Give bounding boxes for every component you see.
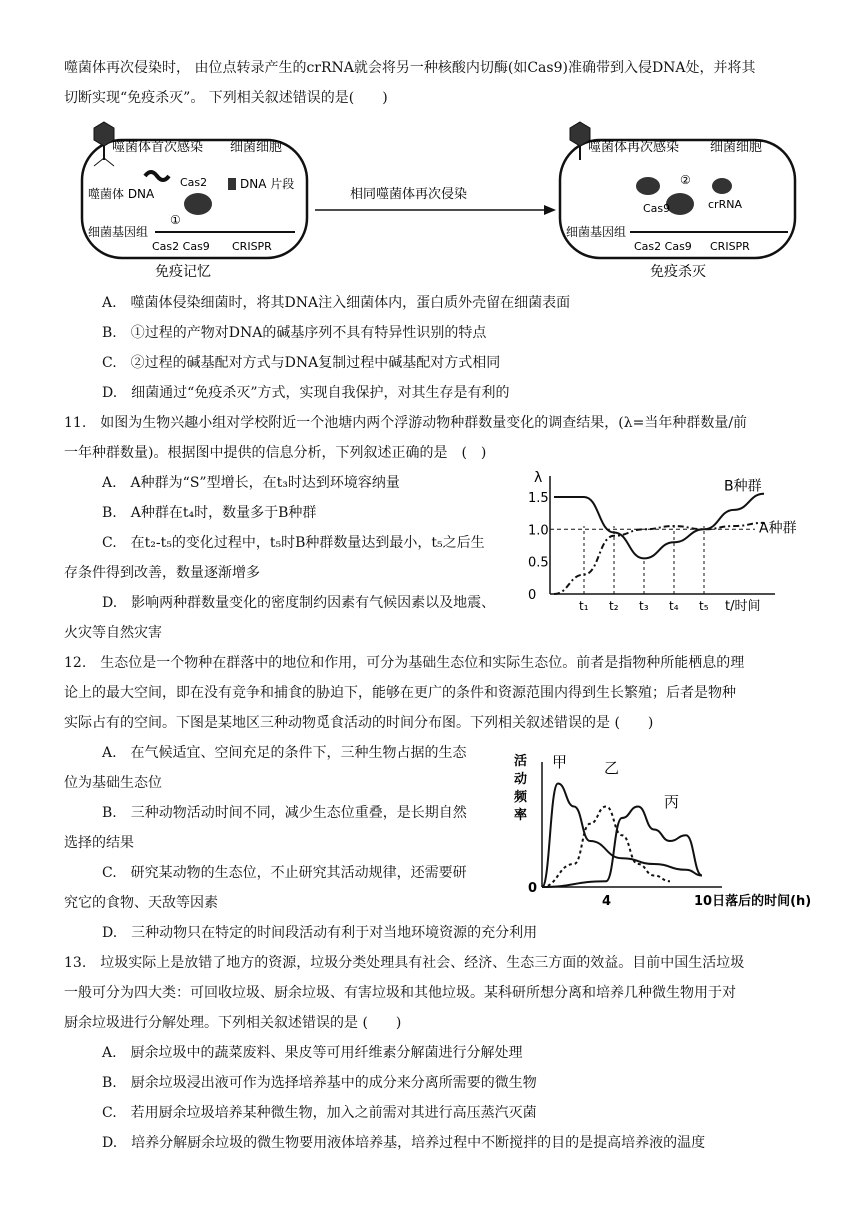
mark-2: ②: [680, 173, 691, 187]
cas9-label: Cas9: [643, 202, 671, 215]
right-genome-label: 细菌基因组: [566, 225, 627, 239]
q11-option-c-2: 存条件得到改善，数量逐渐增多: [64, 565, 260, 581]
x-axis-label: t/时间: [725, 599, 761, 614]
phage-icon: [94, 122, 114, 166]
second-infection-label: 噬菌体再次感染: [588, 140, 680, 155]
series-line-b: [554, 494, 764, 559]
q12-option-c-1: C. 研究某动物的生态位，不止研究其活动规律，还需要研: [102, 865, 467, 881]
q13-option-c: C. 若用厨余垃圾培养某种微生物，加入之前需对其进行高压蒸汽灭菌: [102, 1105, 537, 1121]
q11-option-d-1: D. 影响两种群数量变化的密度制约因素有气候因素以及地震、: [102, 595, 496, 611]
arrow-label: 相同噬菌体再次侵染: [350, 187, 468, 202]
intro-line-1: 噬菌体再次侵染时， 由位点转录产生的crRNA就会将另一种核酸内切酶(如Cas9)准确带到入侵DNA处，并将其: [64, 60, 756, 76]
x-tick-label: t₁: [579, 599, 589, 613]
y-tick-label: 1.0: [528, 523, 549, 539]
series-label-yi: 乙: [604, 759, 620, 777]
y-tick-label: 0.5: [528, 555, 549, 571]
y-axis-label-char: 频: [514, 790, 528, 805]
q12-stem-3: 实际占有的空间。下图是某地区三种动物觅食活动的时间分布图。下列相关叙述错误的是 ( ): [64, 715, 654, 731]
q11-option-d-2: 火灾等自然灾害: [64, 625, 162, 641]
left-caption: 免疫记忆: [155, 264, 211, 280]
x-tick-label: t₅: [699, 599, 709, 613]
cut-dna-fragment: [636, 177, 660, 195]
cas2-label: Cas2: [180, 176, 208, 189]
y-tick-label: 0: [528, 588, 537, 603]
x-tick-four: 4: [602, 894, 612, 909]
y-tick-label: 1.5: [528, 490, 549, 506]
q12-stem-1: 12. 生态位是一个物种在群落中的地位和作用，可分为基础生态位和实际生态位。前者是指物种所能栖息的理: [64, 655, 745, 671]
intro-line-2: 切断实现“免疫杀灭”。 下列相关叙述错误的是( ): [64, 90, 388, 106]
lambda-chart: [528, 468, 797, 618]
q12-option-a-1: A. 在气候适宜、空间充足的条件下，三种生物占据的生态: [102, 745, 467, 761]
q10-option-c: C. ②过程的碱基配对方式与DNA复制过程中碱基配对方式相同: [102, 355, 501, 371]
right-caption: 免疫杀灭: [650, 264, 706, 280]
phage-dna-strand: [145, 172, 169, 180]
phage-dna-label: 噬菌体 DNA: [88, 187, 155, 201]
q11-stem-2: 一年种群数量)。根据图中提供的信息分析，下列叙述正确的是 ( ): [64, 445, 487, 461]
phage-fragment: [712, 178, 732, 194]
mark-1: ①: [170, 213, 181, 227]
y-axis-label-char: 动: [514, 772, 528, 787]
q10-option-b: B. ①过程的产物对DNA的碱基序列不具有特异性识别的特点: [102, 325, 487, 341]
q13-option-d: D. 培养分解厨余垃圾的微生物要用液体培养基，培养过程中不断搅拌的目的是提高培养液的温度: [102, 1135, 706, 1151]
right-crispr-label: CRISPR: [710, 240, 750, 253]
q13-option-a: A. 厨余垃圾中的蔬菜废料、果皮等可用纤维素分解菌进行分解处理: [102, 1045, 523, 1061]
left-crispr-label: CRISPR: [232, 240, 272, 253]
x-tick-label: t₄: [669, 599, 679, 613]
activity-chart: [512, 745, 812, 915]
q12-option-b-2: 选择的结果: [64, 835, 134, 851]
arrow-head: [544, 205, 556, 215]
right-genes-label: Cas2 Cas9: [634, 240, 692, 253]
series-line-a: [554, 523, 764, 594]
cas9-protein: [666, 193, 694, 215]
x-tick-label: t₂: [609, 599, 619, 613]
q12-stem-2: 论上的最大空间，即在没有竞争和捕食的胁迫下，能够在更广的条件和资源范围内得到生长繁殖；后者是物种: [64, 685, 736, 701]
y-axis-label-char: 活: [514, 754, 528, 769]
left-genes-label: Cas2 Cas9: [152, 240, 210, 253]
y-axis-label: λ: [534, 470, 543, 486]
series-label-b: B种群: [724, 478, 762, 495]
x-axis-label: 10日落后的时间(h): [694, 894, 812, 909]
series-label-jia: 甲: [552, 753, 568, 771]
x-tick-zero: 0: [528, 881, 538, 896]
left-bacteria-label: 细菌细胞: [230, 140, 283, 155]
x-tick-label: t₃: [639, 599, 649, 613]
q12-option-a-2: 位为基础生态位: [64, 775, 162, 791]
q11-option-b: B. A种群在t₄时，数量多于B种群: [102, 505, 317, 521]
cas2-protein: [184, 193, 212, 215]
q13-stem-2: 一般可分为四大类：可回收垃圾、厨余垃圾、有害垃圾和其他垃圾。某科研所想分离和培养几种微生物用于对: [64, 985, 736, 1001]
phage-icon-right: [570, 122, 590, 160]
q13-stem-1: 13. 垃圾实际上是放错了地方的资源，垃圾分类处理具有社会、经济、生态三方面的效益。目前中国生活垃圾: [64, 955, 745, 971]
q13-option-b: B. 厨余垃圾浸出液可作为选择培养基中的成分来分离所需要的微生物: [102, 1075, 537, 1091]
dna-fragment-icon: [228, 178, 236, 190]
q10-option-a: A. 噬菌体侵染细菌时，将其DNA注入细菌体内，蛋白质外壳留在细菌表面: [102, 295, 571, 311]
q12-option-c-2: 究它的食物、天敌等因素: [64, 895, 218, 911]
q11-stem-1: 11. 如图为生物兴趣小组对学校附近一个池塘内两个浮游动物种群数量变化的调查结果，(λ=当年种群数量/前: [64, 415, 748, 431]
crrna-label: crRNA: [708, 198, 742, 211]
right-bacteria-label: 细菌细胞: [710, 140, 763, 155]
series-line-yi: [542, 807, 670, 888]
q10-option-d: D. 细菌通过“免疫杀灭”方式，实现自我保护，对其生存是有利的: [102, 385, 510, 401]
series-line-bing: [542, 807, 702, 888]
q11-option-a: A. A种群为“S”型增长，在t₃时达到环境容纳量: [102, 475, 400, 491]
first-infection-label: 噬菌体首次感染: [112, 140, 204, 155]
q13-stem-3: 厨余垃圾进行分解处理。下列相关叙述错误的是 ( ): [64, 1015, 402, 1031]
series-label-bing: 丙: [664, 793, 680, 811]
crispr-figure: [60, 118, 820, 283]
q12-option-b-1: B. 三种动物活动时间不同，减少生态位重叠，是长期自然: [102, 805, 467, 821]
dna-fragment-label: DNA 片段: [240, 177, 295, 191]
left-genome-label: 细菌基因组: [88, 225, 149, 239]
q12-option-d: D. 三种动物只在特定的时间段活动有利于对当地环境资源的充分利用: [102, 925, 538, 941]
q11-option-c-1: C. 在t₂-t₅的变化过程中，t₅时B种群数量达到最小，t₅之后生: [102, 535, 485, 551]
series-label-a: A种群: [759, 520, 797, 537]
y-axis-label-char: 率: [514, 808, 528, 823]
